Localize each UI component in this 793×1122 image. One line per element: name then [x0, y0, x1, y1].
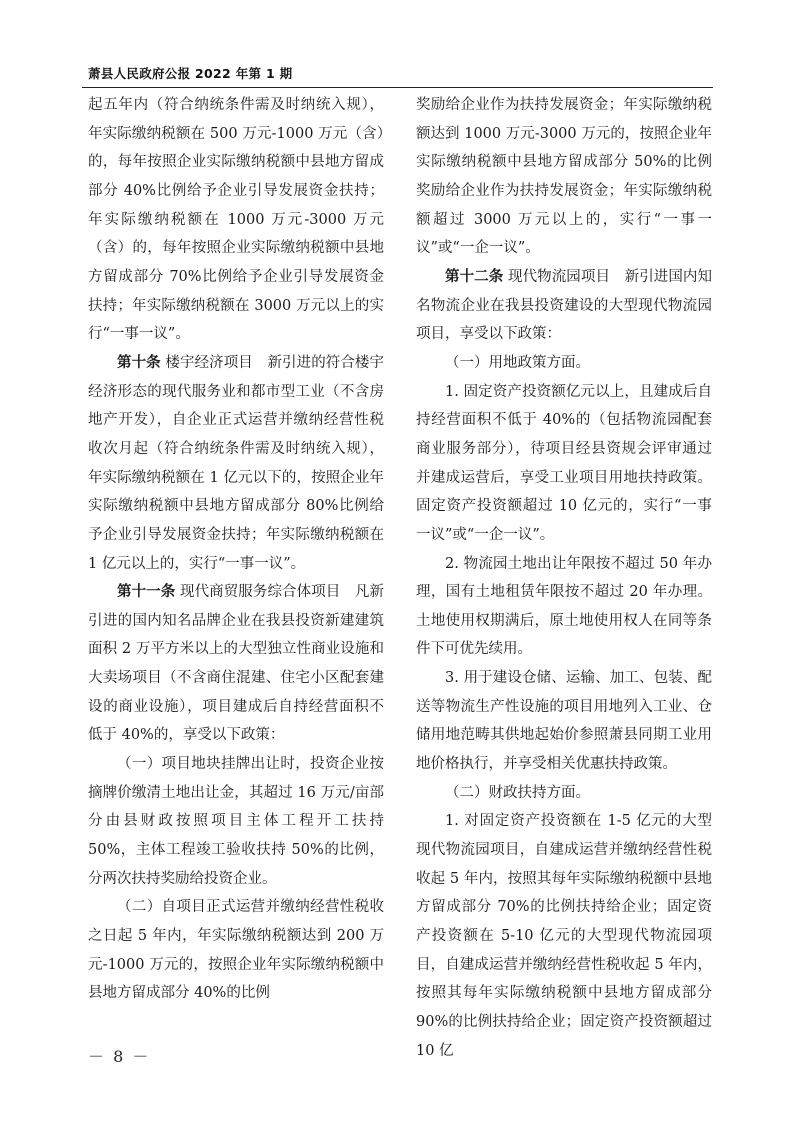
header-divider — [82, 87, 713, 88]
article-body: 现代商贸服务综合体项目 凡新引进的国内知名品牌企业在我县投资新建建筑面积 2 万平方米以上的大型独立性商业设施和大卖场项目（不含商住混建、住宅小区配套建设的商业设施），项目建成后自持经营面积不低于 40%的，享受以下政策： — [88, 584, 385, 744]
paragraph: 奖励给企业作为扶持发展资金；年实际缴纳税额达到 1000 万元-3000 万元的，按照企业年实际缴纳税额中县地方留成部分 50%的比例奖励给企业作为扶持发展资金；年实际缴纳税额超过 3000 万元以上的，实行“一事一议”或“一企一议”。 — [416, 97, 712, 257]
list-item: 3. 用于建设仓储、运输、加工、包装、配送等物流生产性设施的项目用地列入工业、仓储用地范畴其供地起始价参照萧县同期工业用地价格执行，并享受相关优惠扶持政策。 — [416, 670, 712, 773]
list-item: 2. 物流园土地出让年限按不超过 50 年办理，国有土地租赁年限按不超过 20 年办理。土地使用权期满后，原土地使用权人在同等条件下可优先续用。 — [416, 555, 712, 658]
right-column — [416, 91, 712, 1065]
section-heading: （二）财政扶持方面。 — [445, 784, 590, 801]
list-item: （二）自项目正式运营并缴纳经营性税收之日起 5 年内，年实际缴纳税额达到 200 万元-1000 万元的，按照企业年实际缴纳税额中县地方留成部分 40%的比例 — [88, 899, 384, 1002]
page-number: － 8 － — [88, 1047, 151, 1066]
article-body: 现代物流园项目 新引进国内知名物流企业在我县投资建设的大型现代物流园项目，享受以下政策： — [416, 268, 713, 343]
section-heading: （一）用地政策方面。 — [445, 354, 590, 371]
article-title: 第十一条 — [117, 584, 176, 601]
publication-header: 萧县人民政府公报 2022 年第 1 期 — [88, 66, 293, 81]
list-item: 1. 对固定资产投资额在 1-5 亿元的大型现代物流园项目，自建成运营并缴纳经营性税收起 5 年内，按照其每年实际缴纳税额中县地方留成部分 70%的比例扶持给企业；固定资产投资额在 5-10 亿元的大型现代物流园项目，自建成运营并缴纳经营性税收起 5 年内，按照其每年实际缴纳税额中县地方留成部分 90%的比例扶持给企业；固定资产投资额超过 10 亿 — [416, 813, 712, 1059]
article-body: 楼宇经济项目 新引进的符合楼宇经济形态的现代服务业和都市型工业（不含房地产开发），自企业正式运营并缴纳经营性税收次月起（符合纳统条件需及时纳统入规），年实际缴纳税额在 1 亿元以下的，按照企业年实际缴纳税额中县地方留成部分 80%比例给予企业引导发展资金扶持；年实际缴纳税额在 1 亿元以上的，实行“一事一议”。 — [88, 354, 385, 572]
article-12 — [416, 263, 712, 349]
list-item: （一）项目地块挂牌出让时，投资企业按摘牌价缴清土地出让金，其超过 16 万元/亩部分由县财政按照项目主体工程开工扶持 50%，主体工程竣工验收扶持 50%的比例，分两次扶持奖励给投资企业。 — [88, 756, 384, 887]
article-11 — [88, 578, 384, 750]
list-item: 1. 固定资产投资额亿元以上，且建成后自持经营面积不低于 40%的（包括物流园配套商业服务部分），待项目经县资规会评审通过并建成运营后，享受工业项目用地扶持政策。固定资产投资额超过 10 亿元的，实行“一事一议”或“一企一议”。 — [416, 383, 712, 543]
article-title: 第十二条 — [445, 268, 504, 285]
paragraph: 起五年内（符合纳统条件需及时纳统入规），年实际缴纳税额在 500 万元-1000 万元（含）的，每年按照企业实际缴纳税额中县地方留成部分 40%比例给予企业引导发展资金扶持；年实际缴纳税额在 1000 万元-3000 万元（含）的，每年按照企业实际缴纳税额中县地方留成部分 70%比例给予企业引导发展资金扶持；年实际缴纳税额在 3000 万元以上的实行“一事一议”。 — [88, 97, 384, 343]
article-10 — [88, 349, 384, 578]
left-column — [88, 91, 384, 1008]
article-title: 第十条 — [117, 354, 161, 371]
